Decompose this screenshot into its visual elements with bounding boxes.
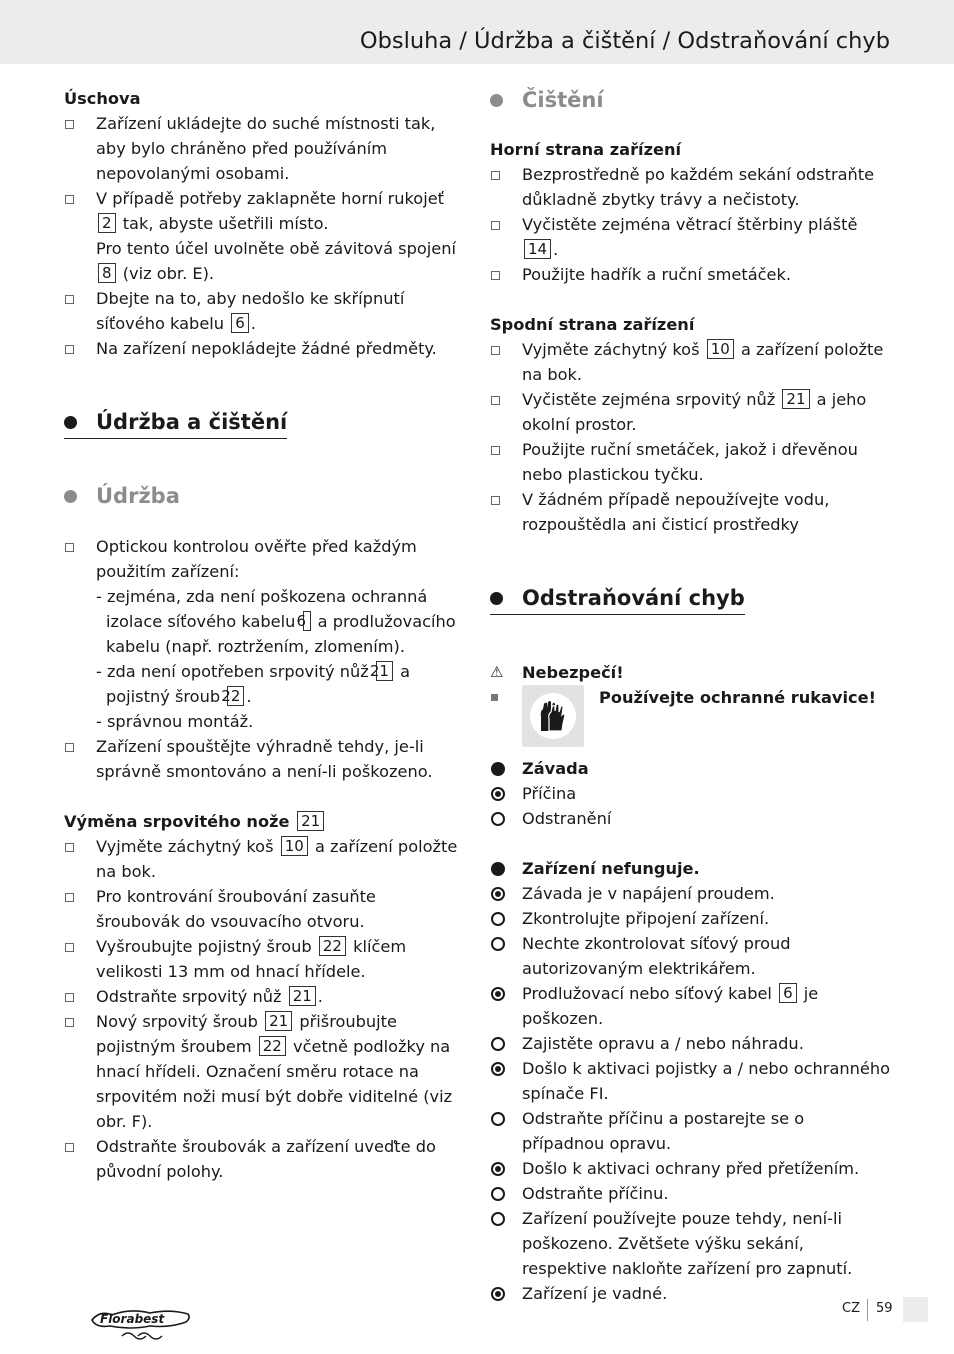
checkbox-square-icon (491, 446, 500, 455)
list-item: Bezprostředně po každém sekání odstraňte důkladně zbytky trávy a nečistoty. (490, 162, 890, 212)
list-item: Optickou kontrolou ověřte před každým použitím zařízení: (64, 534, 464, 584)
list-item: Vyčistěte zejména srpovitý nůž 21 a jeho okolní prostor. (490, 387, 890, 437)
dash-item: - správnou montáž. (96, 712, 254, 731)
part-ref: 6 (303, 611, 311, 631)
page-header (0, 0, 954, 64)
list-item: Zařízení spouštějte výhradně tehdy, je-li správně smontováno a není-li poškozeno. (64, 734, 464, 784)
part-ref: 10 (707, 339, 734, 359)
part-ref: 6 (779, 983, 797, 1003)
bullet-dot-icon (64, 490, 77, 503)
checkbox-square-icon (65, 195, 74, 204)
open-circle-icon (491, 812, 505, 826)
checkbox-square-icon (65, 543, 74, 552)
checkbox-square-icon (65, 993, 74, 1002)
list-item: Odstraňte šroubovák a zařízení uveďte do původní polohy. (64, 1134, 464, 1184)
checkbox-square-icon (491, 496, 500, 505)
checkbox-square-icon (65, 843, 74, 852)
checkbox-square-icon (491, 346, 500, 355)
list-item: V žádném případě nepoužívejte vodu, rozpouštědla ani čisticí prostředky (490, 487, 890, 537)
cause-item: Došlo k aktivaci pojistky a / nebo ochranného spínače FI. (490, 1056, 890, 1106)
fault-item: Zařízení nefunguje. (490, 856, 890, 881)
dash-item: - zda není opotřeben srpovitý nůž 21 a pojistný šroub 22 . (96, 662, 411, 706)
checkbox-square-icon (65, 943, 74, 952)
list-item: Vyčistěte zejména větrací štěrbiny pláště 14 . (490, 212, 890, 262)
filled-circle-icon (491, 762, 505, 776)
cause-item: Došlo k aktivaci ochrany před přetížením. (490, 1156, 890, 1181)
target-circle-icon (491, 1162, 505, 1176)
vymena-heading: Výměna srpovitého nože 21 (64, 809, 464, 834)
target-circle-icon (491, 887, 505, 901)
uschova-heading: Úschova (64, 89, 141, 108)
checkbox-square-icon (491, 271, 500, 280)
legend-remedy: Odstranění (490, 806, 890, 831)
left-column (64, 86, 464, 1184)
part-ref: 2 (98, 213, 116, 233)
legend-cause: Příčina (490, 781, 890, 806)
bullet-dot-icon (490, 94, 503, 107)
checkbox-square-icon (491, 171, 500, 180)
section-heading-udrzba-a-cisteni: Údržba a čištění (64, 408, 287, 439)
checkbox-square-icon (65, 1143, 74, 1152)
footer-decor-block (903, 1297, 928, 1322)
legend-fault: Závada (490, 756, 890, 781)
page-title: Obsluha / Údržba a čištění / Odstraňování chyb (359, 28, 890, 54)
list-item: Vyšroubujte pojistný šroub 22 klíčem velikosti 13 mm od hnací hřídele. (64, 934, 464, 984)
checkbox-square-icon (65, 743, 74, 752)
part-ref: 22 (259, 1036, 286, 1056)
cause-item: Zařízení je vadné. (490, 1281, 890, 1306)
open-circle-icon (491, 1212, 505, 1226)
bullet-dot-icon (64, 416, 77, 429)
bullet-dot-icon (490, 592, 503, 605)
list-item: Dbejte na to, aby nedošlo ke skřípnutí síťového kabelu 6 . (64, 286, 464, 336)
checkbox-square-icon (65, 1018, 74, 1027)
remedy-item: Odstraňte příčinu a postarejte se o případnou opravu. (490, 1106, 890, 1156)
gloves-line: Používejte ochranné rukavice! (490, 685, 890, 747)
part-ref: 22 (227, 686, 244, 706)
open-circle-icon (491, 1037, 505, 1051)
list-item: Vyjměte záchytný koš 10 a zařízení položte na bok. (490, 337, 890, 387)
bullet-square-icon (491, 694, 498, 701)
checkbox-square-icon (65, 893, 74, 902)
target-circle-icon (491, 1062, 505, 1076)
remedy-item: Zařízení používejte pouze tehdy, není-li poškozeno. Zvětšete výšku sekání, respektive nakloňte zařízení pro zapnutí. (490, 1206, 890, 1281)
list-item: Odstraňte srpovitý nůž 21 . (64, 984, 464, 1009)
remedy-item: Zajistěte opravu a / nebo náhradu. (490, 1031, 890, 1056)
part-ref: 6 (231, 313, 249, 333)
part-ref: 21 (289, 986, 316, 1006)
checkbox-square-icon (65, 295, 74, 304)
warning-triangle-icon: ⚠ (490, 663, 504, 681)
remedy-item: Zkontrolujte připojení zařízení. (490, 906, 890, 931)
checkbox-square-icon (65, 345, 74, 354)
part-ref: 8 (98, 263, 116, 283)
cause-item: Prodlužovací nebo síťový kabel 6 je poškozen. (490, 981, 890, 1031)
part-ref: 21 (376, 661, 393, 681)
part-ref: 21 (297, 811, 324, 831)
part-ref: 14 (524, 239, 551, 259)
part-ref: 21 (782, 389, 809, 409)
gloves-icon (522, 685, 584, 747)
subsection-heading-cisteni: Čištění (490, 86, 890, 116)
spodni-strana-heading: Spodní strana zařízení (490, 315, 695, 334)
part-ref: 21 (265, 1011, 292, 1031)
open-circle-icon (491, 1112, 505, 1126)
list-item: Použijte hadřík a ruční smetáček. (490, 262, 890, 287)
language-code: CZ (842, 1301, 860, 1316)
page-number: 59 (876, 1301, 893, 1316)
target-circle-icon (491, 787, 505, 801)
open-circle-icon (491, 937, 505, 951)
part-ref: 10 (281, 836, 308, 856)
florabest-logo (90, 1306, 194, 1344)
remedy-item: Odstraňte příčinu. (490, 1181, 890, 1206)
list-item: Nový srpovitý šroub 21 přišroubujte pojistným šroubem 22 včetně podložky na hnací hřídeli. Označení směru rotace na srpovitém noži musí být dobře viditelné (viz obr. F). (64, 1009, 464, 1134)
footer-divider (867, 1299, 868, 1321)
remedy-item: Nechte zkontrolovat síťový proud autorizovaným elektrikářem. (490, 931, 890, 981)
target-circle-icon (491, 987, 505, 1001)
open-circle-icon (491, 912, 505, 926)
subsection-heading-udrzba: Údržba (64, 482, 464, 512)
part-ref: 22 (319, 936, 346, 956)
list-item: V případě potřeby zaklapněte horní rukojeť 2 tak, abyste ušetřili místo. Pro tento účel uvolněte obě závitová spojení 8 (viz obr. E). (64, 186, 464, 286)
dash-item: - zejména, zda není poškozena ochranná izolace síťového kabelu 6 a prodlužovacího kabelu (např. roztržením, zlomením). (96, 587, 456, 656)
open-circle-icon (491, 1187, 505, 1201)
section-heading-odstranovani-chyb: Odstraňování chyb (490, 584, 745, 615)
checkbox-square-icon (491, 221, 500, 230)
right-column (490, 86, 890, 1306)
checkbox-square-icon (491, 396, 500, 405)
horni-strana-heading: Horní strana zařízení (490, 140, 682, 159)
cause-item: Závada je v napájení proudem. (490, 881, 890, 906)
filled-circle-icon (491, 862, 505, 876)
checkbox-square-icon (65, 120, 74, 129)
svg-text:Florabest: Florabest (100, 1312, 165, 1326)
list-item: Vyjměte záchytný koš 10 a zařízení položte na bok. (64, 834, 464, 884)
list-item: Na zařízení nepokládejte žádné předměty. (64, 336, 464, 361)
target-circle-icon (491, 1287, 505, 1301)
list-item: Zařízení ukládejte do suché místnosti tak, aby bylo chráněno před používáním nepovolanými osobami. (64, 111, 464, 186)
list-item: Pro kontrování šroubování zasuňte šroubovák do vsouvacího otvoru. (64, 884, 464, 934)
danger-line: ⚠ Nebezpečí! (490, 663, 624, 682)
list-item: Použijte ruční smetáček, jakož i dřevěnou nebo plastickou tyčku. (490, 437, 890, 487)
